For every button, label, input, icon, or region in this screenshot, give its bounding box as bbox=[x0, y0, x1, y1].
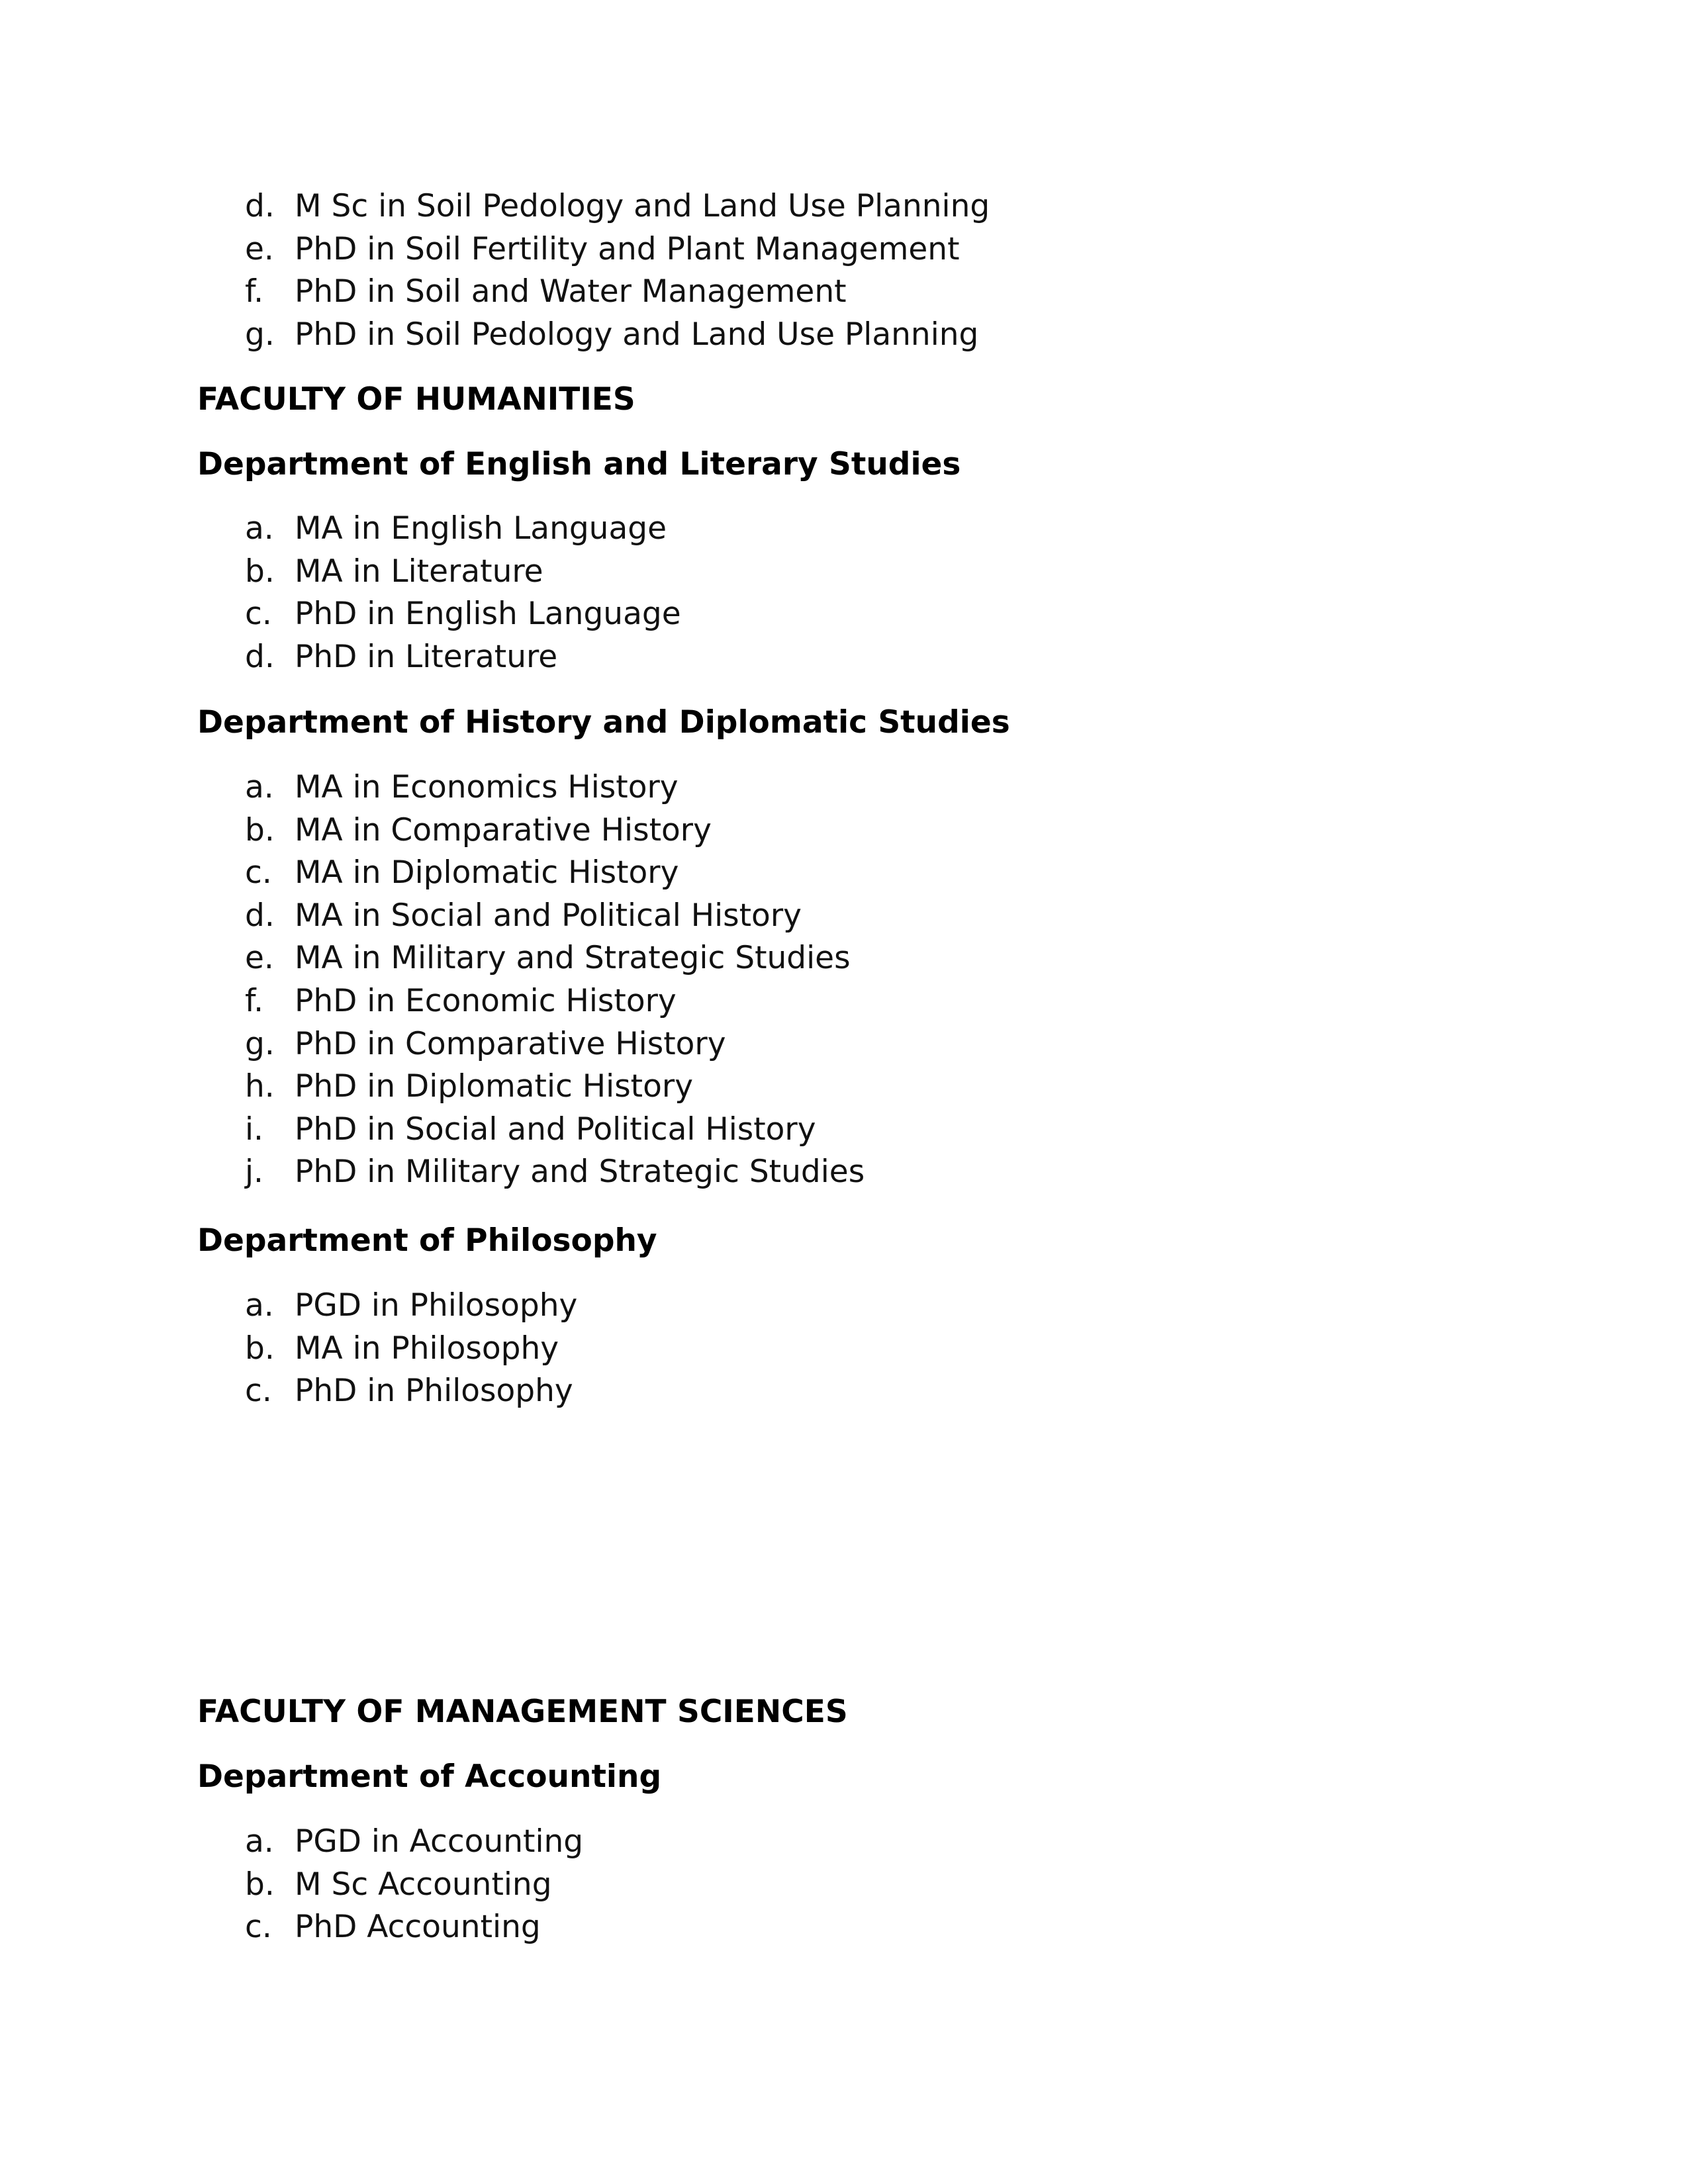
list-item-text: PhD in Soil and Water Management bbox=[295, 273, 847, 310]
list-item bbox=[0, 187, 1688, 230]
list-item-text: PGD in Philosophy bbox=[295, 1287, 578, 1324]
list-item bbox=[0, 637, 1688, 680]
list-marker: g. bbox=[245, 1025, 275, 1062]
list-item-text: PhD in Soil Fertility and Plant Management bbox=[295, 230, 960, 267]
list-item-text: MA in Literature bbox=[295, 553, 543, 590]
list-marker: d. bbox=[245, 638, 275, 675]
list-item-text: PGD in Accounting bbox=[295, 1823, 584, 1860]
list-item bbox=[0, 1865, 1688, 1908]
list-item-text: PhD in Literature bbox=[295, 638, 558, 675]
list-marker: j. bbox=[245, 1154, 263, 1191]
list-marker: e. bbox=[245, 230, 274, 267]
list-item-text: MA in Military and Strategic Studies bbox=[295, 940, 851, 977]
list-item-text: M Sc Accounting bbox=[295, 1866, 552, 1903]
list-item bbox=[0, 938, 1688, 981]
list-item bbox=[0, 509, 1688, 552]
list-marker: a. bbox=[245, 1287, 274, 1324]
soil-programmes-list bbox=[0, 187, 1688, 357]
list-marker: b. bbox=[245, 553, 275, 590]
list-item-text: MA in Economics History bbox=[295, 769, 679, 805]
list-marker: f. bbox=[245, 273, 264, 310]
list-marker: a. bbox=[245, 769, 274, 805]
list-marker: d. bbox=[245, 188, 275, 224]
list-marker: h. bbox=[245, 1068, 275, 1105]
list-marker: b. bbox=[245, 811, 275, 848]
list-item bbox=[0, 896, 1688, 939]
list-marker: a. bbox=[245, 510, 274, 547]
department-heading-philosophy: Department of Philosophy bbox=[197, 1222, 657, 1259]
list-item bbox=[0, 315, 1688, 358]
list-marker: b. bbox=[245, 1330, 275, 1367]
list-item bbox=[0, 1024, 1688, 1068]
list-item-text: MA in Social and Political History bbox=[295, 897, 802, 934]
list-item bbox=[0, 1822, 1688, 1865]
list-item bbox=[0, 230, 1688, 273]
department-heading-accounting: Department of Accounting bbox=[197, 1758, 662, 1795]
faculty-heading-humanities: FACULTY OF HUMANITIES bbox=[197, 381, 635, 418]
list-marker: b. bbox=[245, 1866, 275, 1903]
list-item-text: MA in Philosophy bbox=[295, 1330, 559, 1367]
list-marker: i. bbox=[245, 1111, 263, 1148]
list-item bbox=[0, 272, 1688, 315]
department-heading-history: Department of History and Diplomatic Studies bbox=[197, 704, 1010, 741]
list-marker: a. bbox=[245, 1823, 274, 1860]
list-marker: c. bbox=[245, 854, 272, 891]
list-marker: d. bbox=[245, 897, 275, 934]
list-item-text: PhD in Comparative History bbox=[295, 1025, 726, 1062]
english-programmes-list bbox=[0, 509, 1688, 680]
list-item-text: PhD in Economic History bbox=[295, 982, 677, 1019]
list-item bbox=[0, 853, 1688, 896]
list-item bbox=[0, 1329, 1688, 1372]
list-item-text: PhD in Diplomatic History bbox=[295, 1068, 694, 1105]
list-item bbox=[0, 594, 1688, 637]
list-item-text: PhD in Soil Pedology and Land Use Planning bbox=[295, 316, 979, 353]
list-item bbox=[0, 768, 1688, 811]
list-item-text: PhD in Social and Political History bbox=[295, 1111, 816, 1148]
list-item bbox=[0, 1152, 1688, 1195]
philosophy-programmes-list bbox=[0, 1286, 1688, 1414]
accounting-programmes-list bbox=[0, 1822, 1688, 1950]
list-item bbox=[0, 1110, 1688, 1153]
list-item-text: MA in Diplomatic History bbox=[295, 854, 679, 891]
list-marker: c. bbox=[245, 596, 272, 633]
list-marker: g. bbox=[245, 316, 275, 353]
list-item-text: MA in English Language bbox=[295, 510, 667, 547]
list-item bbox=[0, 811, 1688, 854]
list-item-text: PhD in Military and Strategic Studies bbox=[295, 1154, 865, 1191]
list-item-text: PhD in English Language bbox=[295, 596, 681, 633]
list-item-text: PhD in Philosophy bbox=[295, 1373, 573, 1410]
list-marker: c. bbox=[245, 1373, 272, 1410]
list-marker: f. bbox=[245, 982, 264, 1019]
list-item bbox=[0, 552, 1688, 595]
faculty-heading-management-sciences: FACULTY OF MANAGEMENT SCIENCES bbox=[197, 1694, 848, 1730]
list-item bbox=[0, 981, 1688, 1024]
list-marker: e. bbox=[245, 940, 274, 977]
list-marker: c. bbox=[245, 1909, 272, 1946]
list-item-text: MA in Comparative History bbox=[295, 811, 712, 848]
list-item bbox=[0, 1286, 1688, 1329]
list-item bbox=[0, 1067, 1688, 1110]
list-item bbox=[0, 1907, 1688, 1950]
list-item-text: M Sc in Soil Pedology and Land Use Planning bbox=[295, 188, 990, 224]
department-heading-english: Department of English and Literary Studies bbox=[197, 446, 961, 482]
history-programmes-list bbox=[0, 768, 1688, 1195]
list-item bbox=[0, 1371, 1688, 1414]
list-item-text: PhD Accounting bbox=[295, 1909, 541, 1946]
